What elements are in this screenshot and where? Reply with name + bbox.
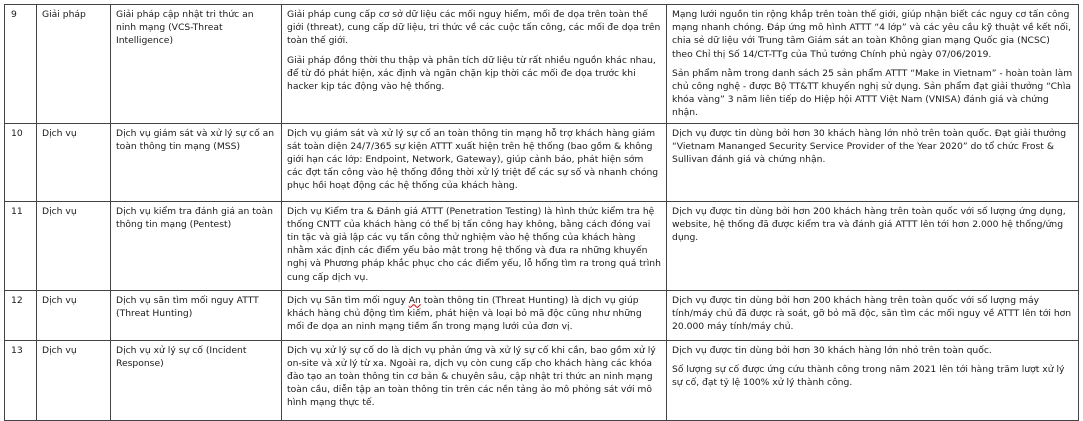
result-paragraph: Dịch vụ được tin dùng bởi hơn 30 khách hàng lớn nhỏ trên toàn quốc. Đạt giải thưởng “Vietnam Mananged Security Service Provider of the Year 2020” do tổ chức Frost & Sullivan đánh giá và chứng nhận. xyxy=(672,127,1067,166)
row-type: Dịch vụ xyxy=(37,290,111,340)
result-paragraph: Dịch vụ được tin dùng bởi hơn 200 khách hàng trên toàn quốc với số lượng ứng dụng, website, hệ thống đã được kiểm tra và đánh giá ATTT lên tới hơn 2.000 hệ thống/ứng dụng. xyxy=(672,205,1066,244)
description-paragraph: Dịch vụ Kiểm tra & Đánh giá ATTT (Penetration Testing) là hình thức kiểm tra hệ thống CNTT của khách hàng có thể bị tấn công hay không, bằng cách đóng vai tin tặc và giả lập các vụ tấn công thử nghiệm vào hệ thống của khách hàng nhằm xác định các điểm yếu bảo mật trong hệ thống và đưa ra những khuyến nghị và Phương pháp khắc phục cho các điểm yếu, lỗ hổng tìm ra trong quá trình cung cấp dịch vụ. xyxy=(287,205,661,283)
result-paragraph: Mạng lưới nguồn tin rộng khắp trên toàn thế giới, giúp nhận biết các nguy cơ tấn công mạng nhanh chóng. Đáp ứng mô hình ATTT “4 lớp” và các yêu cầu kỹ thuật về kết nối, chia sẻ dữ liệu với Trung tâm Giám sát an toàn Không gian mạng Quốc gia (NCSC) theo Chỉ thị Số 14/CT-TTg của Thủ tướng Chính phủ ngày 07/06/2019. xyxy=(672,9,1071,60)
row-description xyxy=(282,290,667,340)
row-result xyxy=(667,340,1079,420)
row-number: 13 xyxy=(5,340,37,420)
row-description xyxy=(282,5,667,124)
row-type: Giải pháp xyxy=(37,5,111,124)
row-name: Dịch vụ giám sát và xử lý sự cố an toàn thông tin mạng (MSS) xyxy=(111,123,282,201)
description-paragraph xyxy=(287,294,661,334)
row-description xyxy=(282,201,667,290)
row-name: Dịch vụ săn tìm mối nguy ATTT (Threat Hunting) xyxy=(111,290,282,340)
description-text-pre: Dịch vụ Săn tìm mối nguy xyxy=(287,294,409,306)
row-description xyxy=(282,340,667,420)
table-row xyxy=(5,340,1079,420)
spellcheck-marked-word: An xyxy=(408,294,421,306)
row-result xyxy=(667,201,1079,290)
row-number: 11 xyxy=(5,201,37,290)
row-type: Dịch vụ xyxy=(37,201,111,290)
result-paragraph: Số lượng sự cố được ứng cứu thành công trong năm 2021 lên tới hàng trăm lượt xử lý sự cố, đạt tỷ lệ 100% xử lý thành công. xyxy=(672,363,1065,389)
row-name: Giải pháp cập nhật tri thức an ninh mạng (VCS-Threat Intelligence) xyxy=(111,5,282,124)
row-number: 10 xyxy=(5,123,37,201)
product-table xyxy=(4,4,1079,421)
table-row xyxy=(5,290,1079,340)
row-name: Dịch vụ xử lý sự cố (Incident Response) xyxy=(111,340,282,420)
result-paragraph: Sản phẩm nằm trong danh sách 25 sản phẩm ATTT “Make in Vietnam” - hoàn toàn làm chủ công nghệ - được Bộ TT&TT khuyến nghị sử dụng. Sản phẩm đạt giải thưởng “Chìa khóa vàng” 3 năm liên tiếp do Hiệp hội ATTT Việt Nam (VNISA) đánh giá và chứng nhận. xyxy=(672,67,1073,119)
description-paragraph: Dịch vụ giám sát và xử lý sự cố an toàn thông tin mạng hỗ trợ khách hàng giám sát toàn diện 24/7/365 sự kiện ATTT xuất hiện trên hệ thống (bao gồm & không giới hạn các lớp: Endpoint, Network, Gateway), giúp cảnh báo, phát hiện sớm các đợt tấn công vào hệ thống đồng thời xử lý triệt để các sự số và nhanh chóng phục hồi hoạt động các hệ thống của khách hàng. xyxy=(287,127,659,192)
table-row xyxy=(5,123,1079,201)
table-row xyxy=(5,5,1079,124)
table-row xyxy=(5,201,1079,290)
result-paragraph: Dịch vụ được tin dùng bởi hơn 30 khách hàng lớn nhỏ trên toàn quốc. xyxy=(672,344,992,356)
row-result xyxy=(667,290,1079,340)
row-type: Dịch vụ xyxy=(37,340,111,420)
description-paragraph: Giải pháp cung cấp cơ sở dữ liệu các mối nguy hiểm, mối đe dọa trên toàn thế giới (threat), cung cấp dữ liệu, tri thức về các cuộc tấn công, các mối đe dọa trên toàn thế giới. xyxy=(287,9,661,47)
row-type: Dịch vụ xyxy=(37,123,111,201)
row-description xyxy=(282,123,667,201)
row-result xyxy=(667,5,1079,124)
row-number: 12 xyxy=(5,290,37,340)
row-result xyxy=(667,123,1079,201)
description-paragraph: Giải pháp đồng thời thu thập và phân tích dữ liệu từ rất nhiều nguồn khác nhau, để từ đó phát hiện, xác định và ngăn chặn kịp thời các mối đe dọa trước khi hacker kịp tác động vào hệ thống. xyxy=(287,54,656,93)
description-text-post: toàn thông tin (Threat Hunting) là dịch vụ giúp khách hàng chủ động tìm kiếm, phát hiện và loại bỏ mã độc cũng như những mối đe dọa an ninh mạng tiềm ẩn trong mạng lưới của đơn vị. xyxy=(287,294,642,333)
description-paragraph: Dịch vụ xử lý sự cố do là dịch vụ phản ứng và xử lý sự cố khi cần, bao gồm xử lý on-site và xử lý từ xa. Ngoài ra, dịch vụ còn cung cấp cho khách hàng các khóa đào tạo an toàn thông tin cơ bản & chuyên sâu, cập nhật tri thức an ninh mạng toàn cầu, diễn tập an toàn thông tin trên các nền tảng ảo mô phỏng sát với mô hình mạng thực tế. xyxy=(287,344,656,409)
row-name: Dịch vụ kiểm tra đánh giá an toàn thông tin mạng (Pentest) xyxy=(111,201,282,290)
result-paragraph: Dịch vụ được tin dùng bởi hơn 200 khách hàng trên toàn quốc với số lượng máy tính/máy chủ đã được rà soát, gỡ bỏ mã độc, săn tìm các mối nguy về ATTT lên tới hơn 20.000 máy tính/máy chủ. xyxy=(672,294,1072,333)
row-number: 9 xyxy=(5,5,37,124)
